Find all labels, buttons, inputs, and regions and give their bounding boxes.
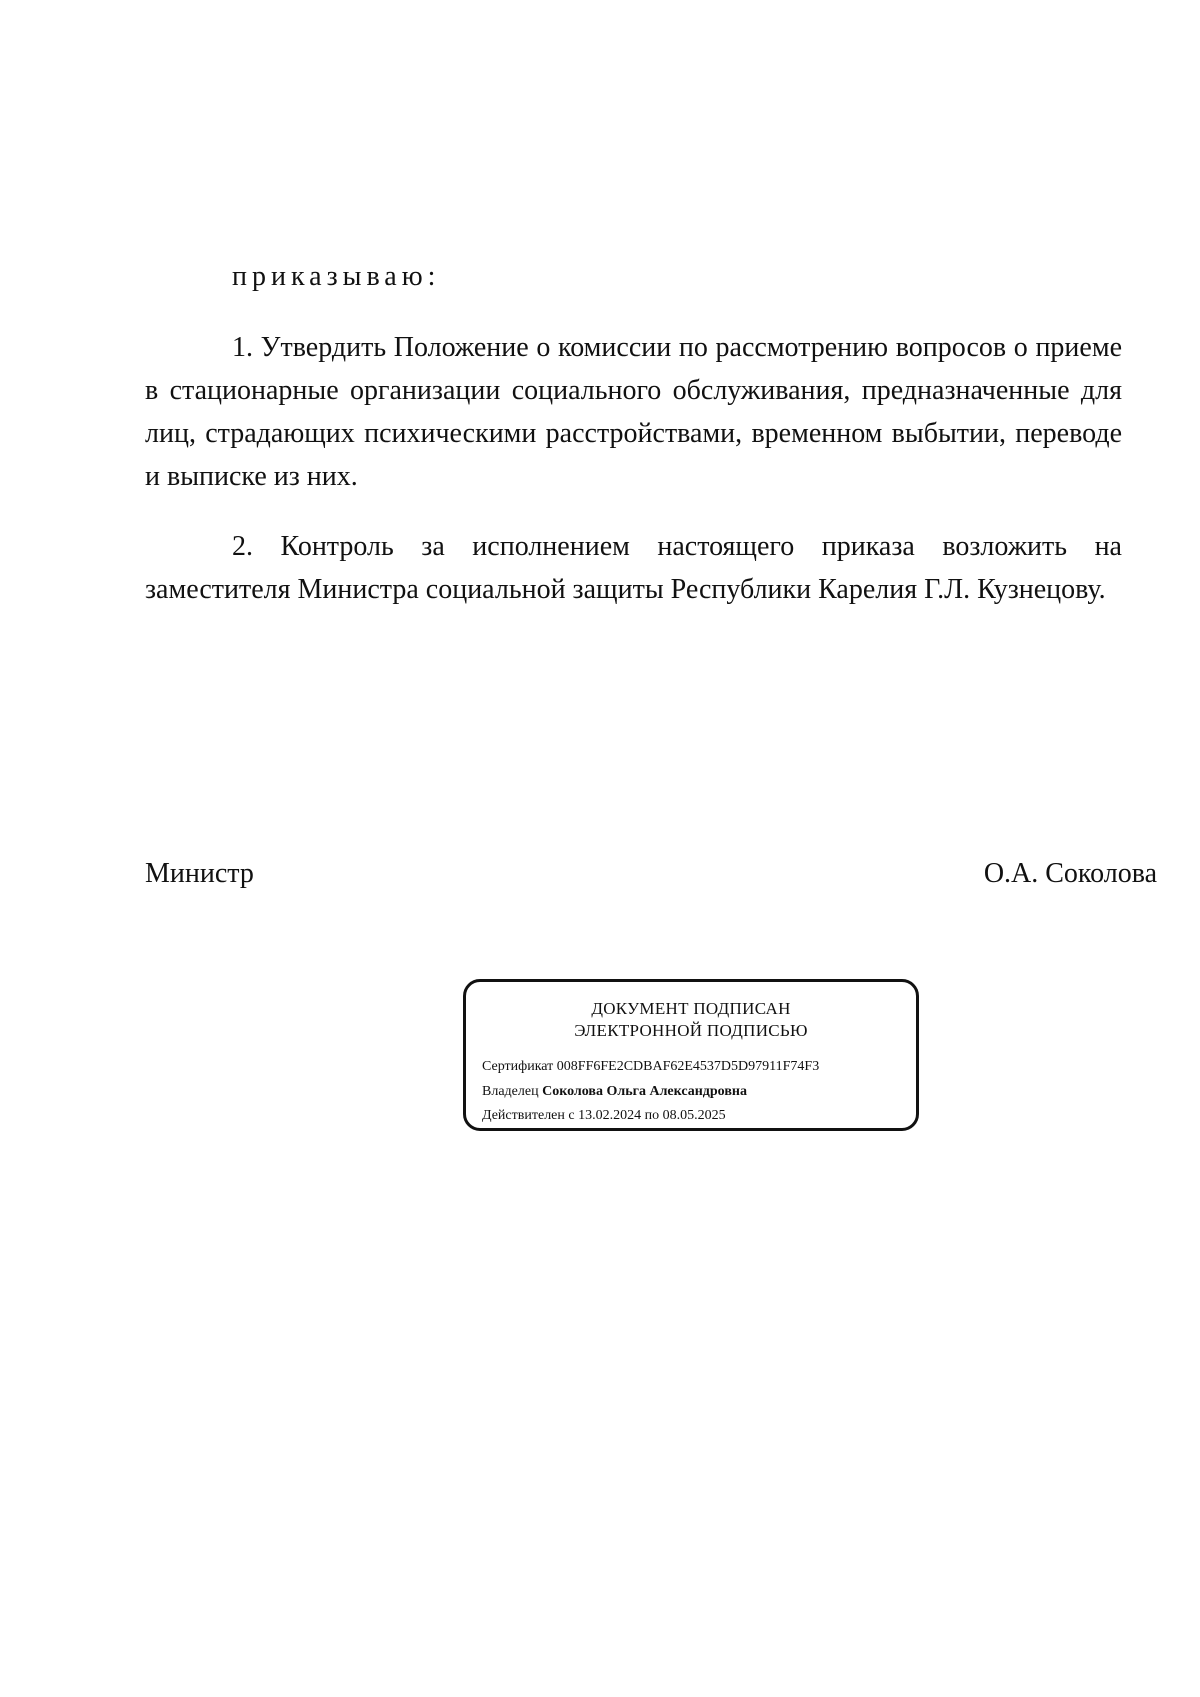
paragraph-1: 1. Утвердить Положение о комиссии по рассмотрению вопросов о приеме в стационарные организации социального обслуживания, предназначенные для лиц, страдающих психическими расстройствами, временном выбытии, переводе и выписке из них. — [145, 332, 1122, 492]
decree-word: приказываю: — [232, 261, 441, 292]
stamp-owner-value: Соколова Ольга Александровна — [542, 1084, 747, 1099]
stamp-certificate-line — [482, 1058, 819, 1076]
stamp-owner-label: Владелец — [482, 1084, 539, 1099]
stamp-validity-line — [482, 1107, 726, 1125]
stamp-valid-from: 13.02.2024 — [578, 1108, 642, 1123]
signatory-name: О.А. Соколова — [983, 858, 1157, 889]
stamp-valid-label: Действителен с — [482, 1108, 575, 1123]
paragraph-2-block — [145, 525, 1122, 611]
stamp-heading-line-1: ДОКУМЕНТ ПОДПИСАН — [591, 999, 791, 1018]
paragraph-1-block — [145, 326, 1122, 498]
stamp-heading — [466, 998, 916, 1042]
paragraph-2: 2. Контроль за исполнением настоящего приказа возложить на заместителя Министра социальной защиты Республики Карелия Г.Л. Кузнецову. — [145, 531, 1122, 605]
signatory-title: Министр — [145, 858, 254, 889]
electronic-signature-stamp — [463, 979, 919, 1131]
stamp-certificate-label: Сертификат — [482, 1059, 554, 1074]
stamp-heading-line-2: ЭЛЕКТРОННОЙ ПОДПИСЬЮ — [574, 1021, 808, 1040]
stamp-certificate-value: 008FF6FE2CDBAF62E4537D5D97911F74F3 — [556, 1059, 820, 1074]
stamp-owner-line — [482, 1083, 747, 1101]
stamp-valid-to-label: по — [644, 1108, 660, 1123]
stamp-valid-to: 08.05.2025 — [662, 1108, 726, 1123]
